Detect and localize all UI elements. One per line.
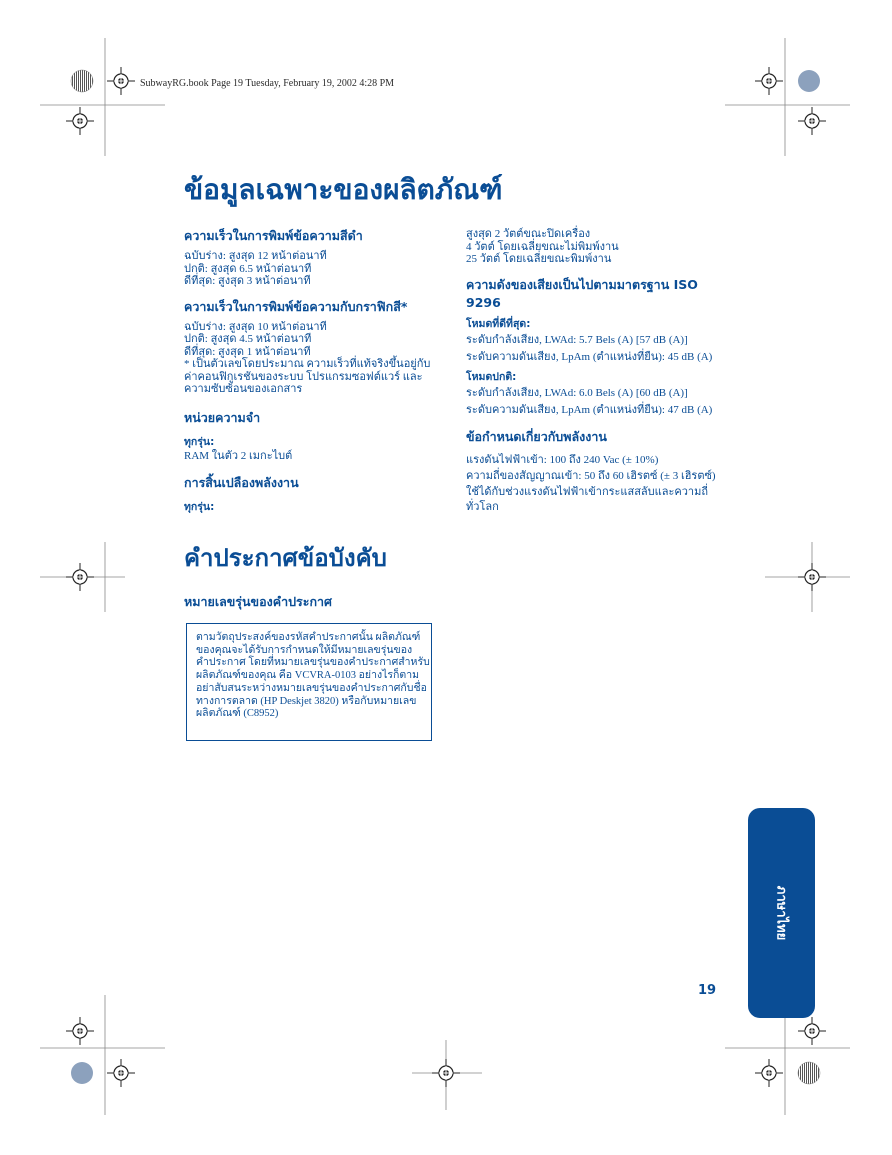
footnote-line: * เป็นตัวเลขโดยประมาณ ความเร็วที่แท้จริงขึ้นอยู่กับ xyxy=(184,358,431,370)
spec-line: ระดับกำลังเสียง, LWAd: 6.0 Bels (A) [60 dB (A)] xyxy=(466,386,688,399)
section-black-text-speed xyxy=(184,226,454,288)
section-heading-cont: 9296 xyxy=(466,294,501,310)
spec-line: ดีที่สุด: สูงสุด 1 หน้าต่อนาที xyxy=(184,345,311,358)
notice-line: ตามวัตถุประสงค์ของรหัสคำประกาศนั้น ผลิตภัณฑ์ xyxy=(196,632,421,643)
spec-line: ทั่วโลก xyxy=(466,500,499,513)
spec-line: ปกติ: สูงสุด 6.5 หน้าต่อนาที xyxy=(184,262,312,275)
spec-line: ใช้ได้กับช่วงแรงดันไฟฟ้าเข้ากระแสสลับและความถี่ xyxy=(466,485,709,498)
subheading: โหมดปกติ: xyxy=(466,370,517,383)
spec-line: ดีที่สุด: สูงสุด 3 หน้าต่อนาที xyxy=(184,275,311,287)
page-number: 19 xyxy=(698,983,717,998)
section-heading: ข้อกำหนดเกี่ยวกับพลังงาน xyxy=(466,428,607,444)
power-consumption-values xyxy=(466,228,726,266)
subheading: โหมดที่ดีที่สุด: xyxy=(466,317,531,330)
spec-line: ระดับความดันเสียง, LpAm (ตำแหน่งที่ยืน): 47 dB (A) xyxy=(466,403,713,416)
regulatory-title: คำประกาศข้อบังคับ xyxy=(184,544,387,572)
spec-line: 25 วัตต์ โดยเฉลี่ยขณะพิมพ์งาน xyxy=(466,253,612,265)
page-title: ข้อมูลเฉพาะของผลิตภัณฑ์ xyxy=(184,173,503,206)
spec-line: RAM ในตัว 2 เมกะไบต์ xyxy=(184,449,293,462)
spec-line: สูงสุด 2 วัตต์ขณะปิดเครื่อง xyxy=(466,228,591,240)
section-heading: ความดังของเสียงเป็นไปตามมาตรฐาน ISO xyxy=(466,276,698,292)
notice-line: อย่าสับสนระหว่างหมายเลขรุ่นของคำประกาศกับชื่อ xyxy=(196,682,427,694)
section-heading: ความเร็วในการพิมพ์ข้อความสีดำ xyxy=(184,228,363,243)
section-power-consumption xyxy=(184,473,454,515)
section-heading: หน่วยความจำ xyxy=(184,409,261,425)
notice-line: ของคุณจะได้รับการกำหนดให้มีหมายเลขรุ่นของ xyxy=(196,644,413,656)
spec-line: แรงดันไฟฟ้าเข้า: 100 ถึง 240 Vac (± 10%) xyxy=(466,453,659,466)
spec-line: ฉบับร่าง: สูงสุด 10 หน้าต่อนาที xyxy=(184,320,327,333)
footnote-line: ความซับซ้อนของเอกสาร xyxy=(184,383,303,395)
spec-line: ระดับความดันเสียง, LpAm (ตำแหน่งที่ยืน): 45 dB (A) xyxy=(466,350,713,363)
subheading: ทุกรุ่น: xyxy=(184,435,215,448)
spec-line: ฉบับร่าง: สูงสุด 12 หน้าต่อนาที xyxy=(184,250,327,262)
book-header-line: SubwayRG.book Page 19 Tuesday, February 19, 2002 4:28 PM xyxy=(140,78,395,89)
spec-line: 4 วัตต์ โดยเฉลี่ยขณะไม่พิมพ์งาน xyxy=(466,240,619,253)
footnote-line: ค่าคอนฟิกูเรชันของระบบ โปรแกรมซอฟต์แวร์ และ xyxy=(184,370,423,383)
language-tab-label: ภาษาไทย xyxy=(773,885,788,941)
left-column xyxy=(184,226,454,521)
spec-line: ปกติ: สูงสุด 4.5 หน้าต่อนาที xyxy=(184,333,312,345)
language-side-tab xyxy=(748,808,815,1018)
spec-line: ความถี่ของสัญญาณเข้า: 50 ถึง 60 เฮิรตซ์ (± 3 เฮิรตซ์) xyxy=(466,469,716,482)
section-acoustic xyxy=(466,276,726,419)
section-power-specs xyxy=(466,427,726,514)
regulatory-notice-box xyxy=(186,623,432,741)
notice-line: คำประกาศ โดยที่หมายเลขรุ่นของคำประกาศสำหรับ xyxy=(196,657,430,669)
section-heading: ความเร็วในการพิมพ์ข้อความกับกราฟิกสี* xyxy=(184,298,408,314)
right-column xyxy=(466,228,726,514)
regulatory-subheading: หมายเลขรุ่นของคำประกาศ xyxy=(184,594,332,609)
notice-line: ทางการตลาด (HP Deskjet 3820) หรือกับหมายเลข xyxy=(196,695,417,707)
section-memory xyxy=(184,408,454,463)
spec-line: ระดับกำลังเสียง, LWAd: 5.7 Bels (A) [57 dB (A)] xyxy=(466,333,688,346)
subheading: ทุกรุ่น: xyxy=(184,501,215,513)
notice-line: ผลิตภัณฑ์ (C8952) xyxy=(196,708,279,720)
section-color-graphics-speed xyxy=(184,297,454,396)
section-heading: การสิ้นเปลืองพลังงาน xyxy=(184,475,299,490)
notice-line: ผลิตภัณฑ์ของคุณ คือ VCVRA-0103 อย่างไรก็ตาม xyxy=(196,670,420,682)
